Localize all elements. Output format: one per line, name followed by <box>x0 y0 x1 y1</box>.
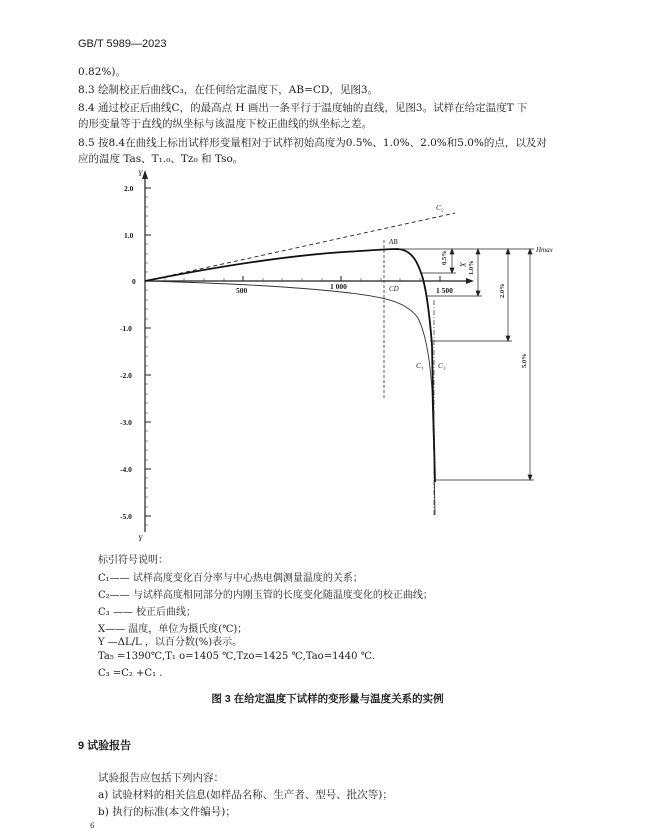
y-tick-label: 2.0 <box>124 184 134 193</box>
legend-title: 标引符号说明： <box>98 555 168 566</box>
dim-label-5-0: 5.0% <box>521 353 528 368</box>
y-axis-arrow-icon <box>142 170 148 179</box>
x-ticks <box>243 276 440 281</box>
x-tick-label: 1 000 <box>330 282 347 291</box>
legend-formula: C₃ =C₂ +C₁ . <box>98 668 163 679</box>
y-tick-label: -5.0 <box>120 512 132 521</box>
paragraph-continuation: 0.82%)。 <box>78 66 126 78</box>
x-tick-label: 1 500 <box>436 286 453 295</box>
curve-c1 <box>145 281 435 515</box>
x-axis-label: X <box>458 262 467 267</box>
legend-c1: C₁—— 试样高度变化百分率与中心热电偶测量温度的关系； <box>98 573 363 584</box>
segment-label-cd: CD <box>389 285 399 293</box>
y-tick-label: -3.0 <box>120 418 132 427</box>
y-axis-label-bottom: Y <box>138 534 143 543</box>
y-axis-label: Y <box>138 169 143 178</box>
legend-c3: C₃ —— 校正后曲线； <box>98 607 197 618</box>
x-axis-arrow-icon <box>466 278 474 284</box>
dim-label-0-5: 0.5% <box>441 250 448 265</box>
paragraph-8-5-line1: 8.5 按8.4在曲线上标出试样形变量相对于试样初始高度为0.5%、1.0%、2.0%和5.0%的点，以及对 <box>78 137 547 149</box>
curve-label-c3: C₃ <box>438 361 446 370</box>
paragraph-8-5-line2: 应的温度 Tas、T₁.₀、Tz₀ 和 Tso。 <box>78 153 244 165</box>
document-header: GB/T 5989—2023 <box>78 38 167 50</box>
curve-label-c1: C₁ <box>416 361 424 370</box>
dim-label-1-0: 1.0% <box>468 260 475 275</box>
y-tick-label: -1.0 <box>120 324 132 333</box>
curve-c2 <box>145 213 455 281</box>
figure-caption: 图 3 在给定温度下试样的变形量与温度关系的实例 <box>211 693 444 705</box>
dimension-arrows <box>450 249 532 480</box>
segment-label-ab: AB <box>389 238 398 246</box>
y-tick-label: -2.0 <box>120 371 132 380</box>
y-tick-label: -4.0 <box>120 465 132 474</box>
hmax-label: Hmax <box>536 246 553 254</box>
curve-c3 <box>145 249 435 482</box>
paragraph-8-4-line2: 的形变量等于直线的纵坐标与该温度下校正曲线的纵坐标之差。 <box>78 118 372 130</box>
y-ticks <box>145 188 151 516</box>
section-9-heading: 9 试验报告 <box>78 740 132 752</box>
legend-x: X—— 温度，单位为摄氏度(℃)； <box>98 624 248 635</box>
paragraph-8-3: 8.3 绘制校正后曲线C₃，在任何给定温度下，AB=CD，见图3。 <box>78 84 379 96</box>
legend-c2: C₂—— 与试样高度相同部分的内刚玉管的长度变化随温度变化的校正曲线； <box>98 590 433 601</box>
paragraph-8-4-line1: 8.4 通过校正后曲线C，的最高点 H 画出一条平行于温度轴的直线，见图3。试样在给定温度T 下 <box>78 102 528 114</box>
y-tick-label: 1.0 <box>124 231 134 240</box>
section-9-item-b: b) 执行的标准(本文件编号)； <box>98 806 236 818</box>
x-tick-label: 500 <box>236 286 248 295</box>
legend-temperatures: Ta₅ =1390℃,T₁ o=1405 ℃,Tzo=1425 ℃,Tao=1440 ℃. <box>98 651 376 662</box>
curve-label-c2: C₂ <box>436 203 444 212</box>
page-number: 6 <box>90 822 95 830</box>
legend-y: Y —ΔL/L ，以百分数(%)表示。 <box>98 637 243 648</box>
section-9-item-a: a) 试验材料的相关信息(如样品名称、生产者、型号、批次等)； <box>98 789 393 801</box>
dim-label-2-0: 2.0% <box>499 283 506 298</box>
section-9-intro: 试验报告应包括下列内容： <box>98 772 224 784</box>
y-tick-label: 0 <box>132 277 136 286</box>
